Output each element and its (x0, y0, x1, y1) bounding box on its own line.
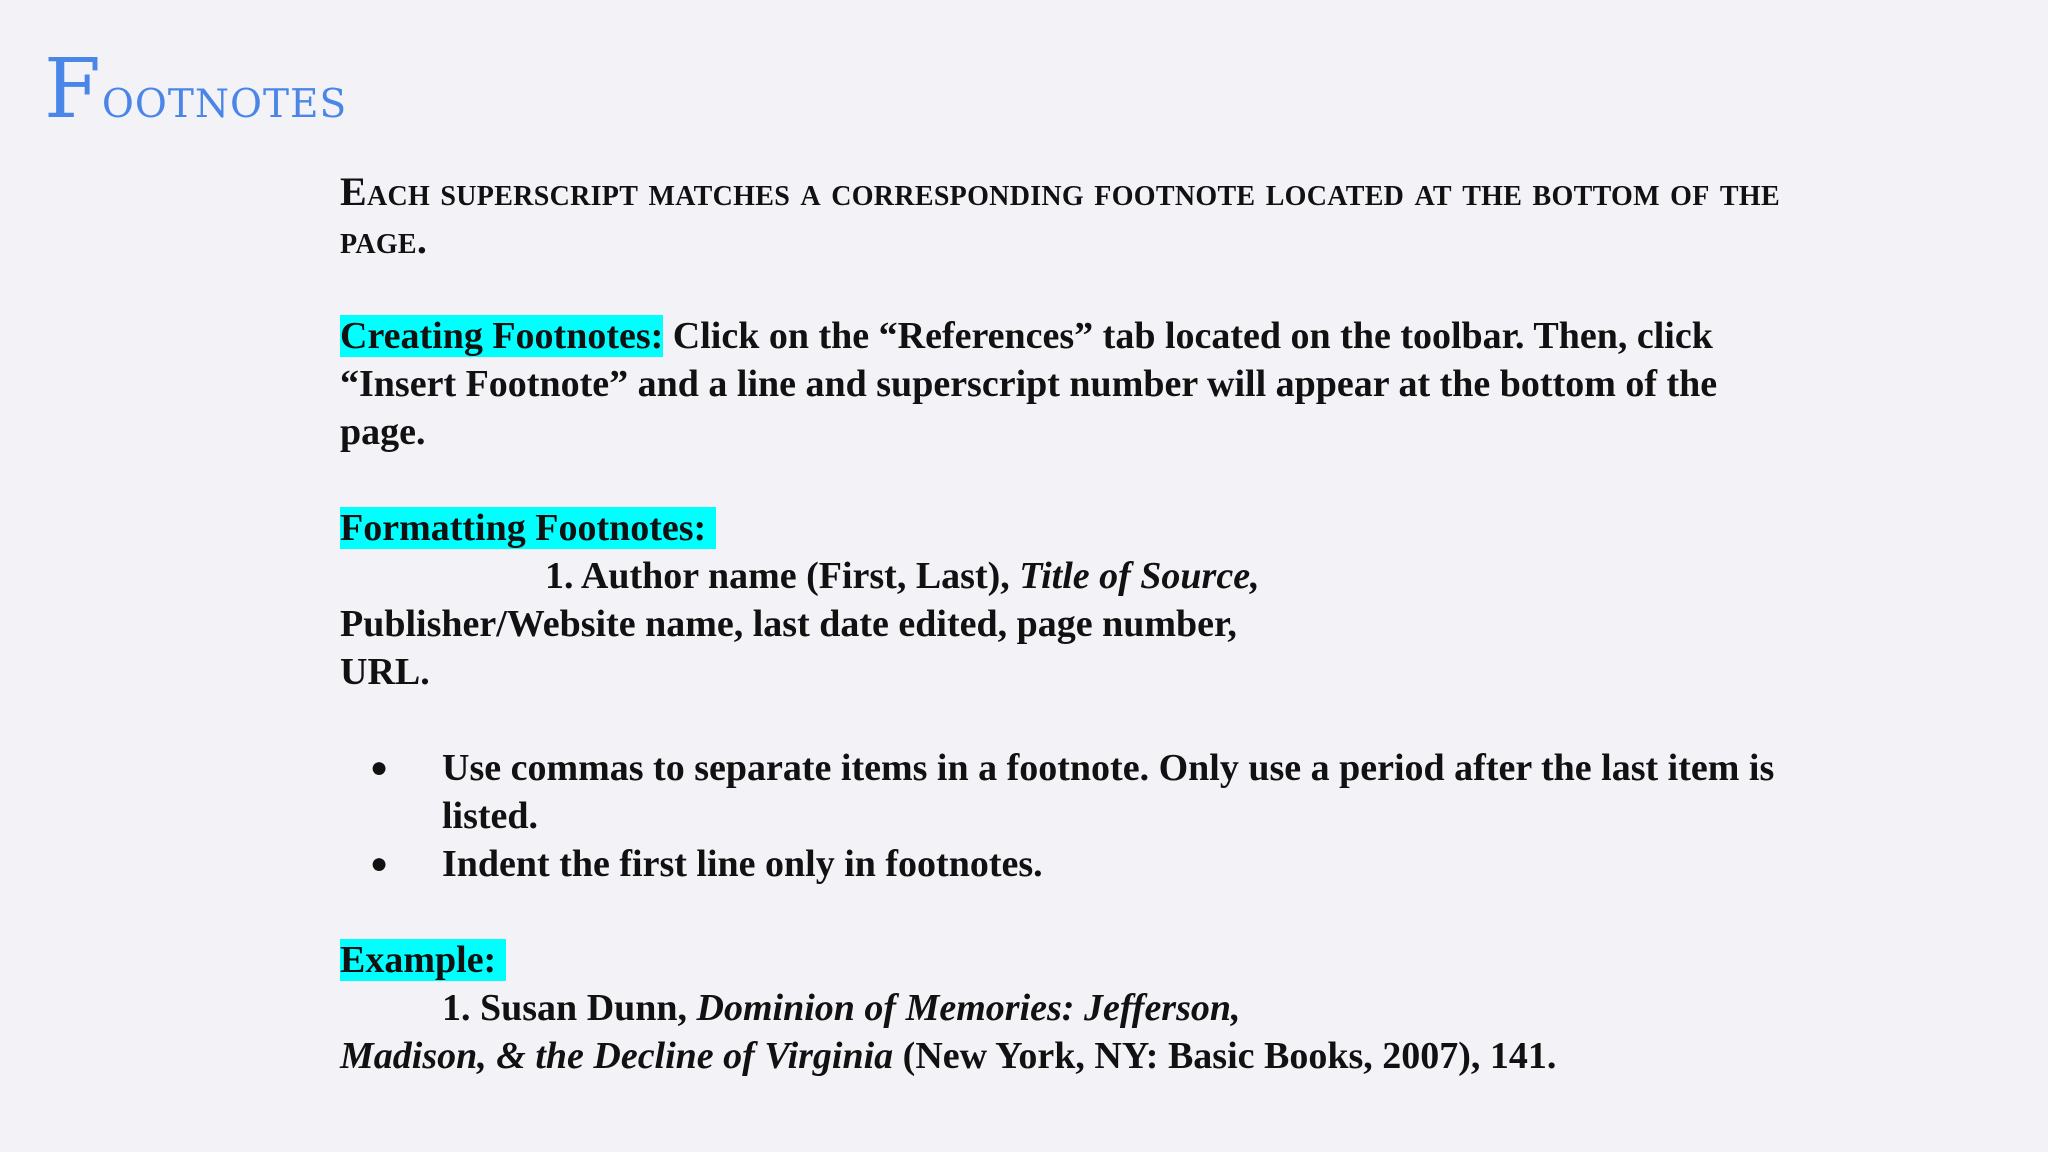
formatting-footnotes-heading (340, 504, 1790, 552)
example-line-2 (340, 1032, 1790, 1080)
formatting-template-line-3: URL. (340, 651, 430, 693)
formatting-template-title: Title of Source, (1019, 555, 1260, 597)
creating-footnotes-label: Creating Footnotes: (340, 315, 664, 357)
spacer (340, 264, 1790, 312)
spacer (340, 888, 1790, 936)
spacer (340, 696, 1790, 744)
slide-title-initial: F (44, 42, 102, 137)
example-title-part-1: Dominion of Memories: Jefferson, (696, 987, 1241, 1029)
slide-title-rest: ootnotes (101, 66, 348, 131)
list-item (340, 744, 1832, 840)
example-author: 1. Susan Dunn, (442, 987, 697, 1029)
example-publication: (New York, NY: Basic Books, 2007), 141. (893, 1035, 1557, 1077)
formatting-footnotes-label: Formatting Footnotes: (340, 507, 716, 549)
example-label: Example: (340, 939, 506, 981)
formatting-template-author: 1. Author name (First, Last), (545, 555, 1020, 597)
intro-text: Each superscript matches a corresponding footnote located at the bottom of the page. (340, 169, 1780, 262)
spacer (340, 456, 1790, 504)
formatting-template-line-1 (340, 552, 1790, 600)
list-item (340, 840, 1832, 888)
list-item-text: Indent the first line only in footnotes. (442, 843, 1043, 885)
example-line-1 (340, 984, 1790, 1032)
example-title-part-2: Madison, & the Decline of Virginia (340, 1035, 894, 1077)
tips-list (340, 744, 1790, 888)
bullet-icon: ● (370, 751, 389, 784)
creating-footnotes-paragraph (340, 312, 1790, 456)
example-heading (340, 936, 1790, 984)
slide-body (340, 168, 1790, 1080)
list-item-text: Use commas to separate items in a footnote. Only use a period after the last item is listed. (442, 747, 1775, 837)
slide-title (44, 42, 347, 147)
bullet-icon: ● (370, 847, 389, 880)
formatting-template-line-2: Publisher/Website name, last date edited, page number, (340, 603, 1237, 645)
creating-footnotes-text: Click on the “References” tab located on the toolbar. Then, click “Insert Footnote” and a line and superscript number will appear at the bottom of the page. (340, 315, 1718, 453)
